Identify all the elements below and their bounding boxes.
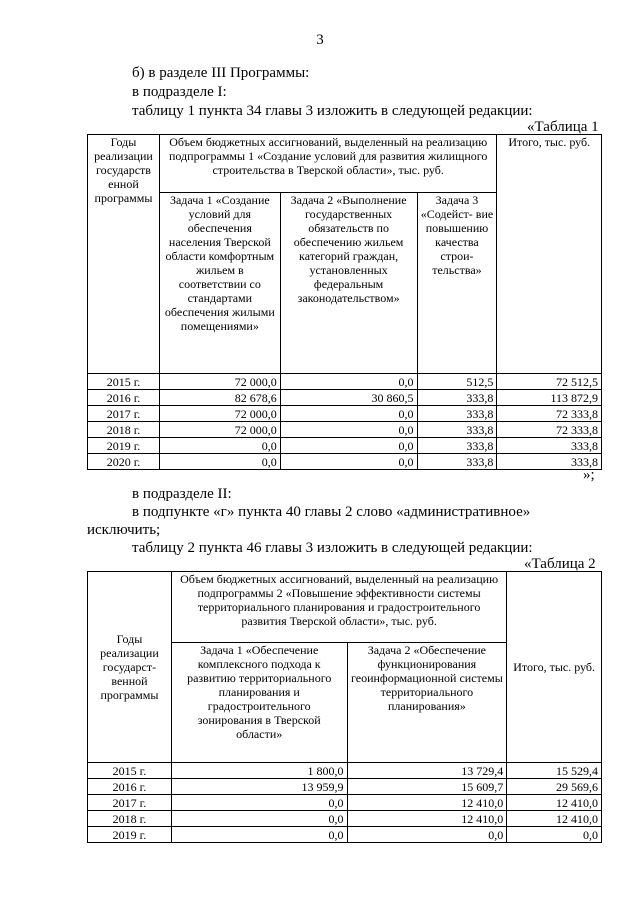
middle-line-1: в подразделе II: xyxy=(132,486,232,502)
year-cell: 2016 г. xyxy=(88,390,160,406)
task3-value-cell: 333,8 xyxy=(417,454,497,470)
task2-value-cell: 13 729,4 xyxy=(347,763,507,779)
task2-value-cell: 0,0 xyxy=(347,827,507,843)
task1-value-cell: 13 959,9 xyxy=(171,779,347,795)
table-row xyxy=(88,811,602,827)
task1-value-cell: 72 000,0 xyxy=(159,374,280,390)
total-value-cell: 12 410,0 xyxy=(507,811,602,827)
task3-value-cell: 333,8 xyxy=(417,406,497,422)
task2-value-cell: 15 609,7 xyxy=(347,779,507,795)
table-row xyxy=(88,454,602,470)
middle-line-4: таблицу 2 пункта 46 главы 3 изложить в следующей редакции: xyxy=(132,540,533,556)
task2-value-cell: 0,0 xyxy=(280,454,417,470)
table1-header-total: Итого, тыс. руб. xyxy=(497,135,602,374)
table2-header-total: Итого, тыс. руб. xyxy=(507,572,602,763)
task1-value-cell: 72 000,0 xyxy=(159,406,280,422)
task2-value-cell: 12 410,0 xyxy=(347,795,507,811)
task3-value-cell: 333,8 xyxy=(417,438,497,454)
year-cell: 2018 г. xyxy=(88,811,172,827)
total-value-cell: 0,0 xyxy=(507,827,602,843)
task3-value-cell: 333,8 xyxy=(417,422,497,438)
task1-value-cell: 0,0 xyxy=(171,827,347,843)
task2-value-cell: 0,0 xyxy=(280,422,417,438)
task3-value-cell: 512,5 xyxy=(417,374,497,390)
intro-line-1: б) в разделе III Программы: xyxy=(132,65,310,81)
table-row xyxy=(88,438,602,454)
table-row xyxy=(88,390,602,406)
intro-line-2: в подразделе I: xyxy=(132,84,227,100)
table2-header-years: Годы реализации государст- венной программы xyxy=(88,572,172,763)
total-value-cell: 72 333,8 xyxy=(497,406,602,422)
year-cell: 2017 г. xyxy=(88,406,160,422)
table1-header-task3: Задача 3 «Содейст- вие повышению качества строи- тельства» xyxy=(417,192,497,373)
table-row xyxy=(88,763,602,779)
task2-value-cell: 0,0 xyxy=(280,438,417,454)
table1-body xyxy=(88,374,602,470)
year-cell: 2019 г. xyxy=(88,827,172,843)
table-row xyxy=(88,795,602,811)
task2-value-cell: 0,0 xyxy=(280,374,417,390)
total-value-cell: 72 333,8 xyxy=(497,422,602,438)
total-value-cell: 333,8 xyxy=(497,454,602,470)
year-cell: 2016 г. xyxy=(88,779,172,795)
task1-value-cell: 82 678,6 xyxy=(159,390,280,406)
table-row xyxy=(88,827,602,843)
task1-value-cell: 0,0 xyxy=(159,438,280,454)
table-row xyxy=(88,779,602,795)
table-row xyxy=(88,406,602,422)
middle-line-2: в подпункте «г» пункта 40 главы 2 слово «административное» xyxy=(132,504,531,520)
task1-value-cell: 1 800,0 xyxy=(171,763,347,779)
table2-header-task1: Задача 1 «Обеспечение комплексного подхода к развитию территориального планирования и градостроительного зонирования в Тверской области» xyxy=(171,643,347,763)
table2-label: «Таблица 2 xyxy=(524,556,596,572)
total-value-cell: 333,8 xyxy=(497,438,602,454)
table2-header-volume: Объем бюджетных ассигнований, выделенный на реализацию подпрограммы 2 «Повышение эффективности системы территориального планирования и градостроительного развития Тверской области», тыс. руб. xyxy=(171,572,506,643)
year-cell: 2020 г. xyxy=(88,454,160,470)
year-cell: 2017 г. xyxy=(88,795,172,811)
table1-header-years: Годы реализации государств енной программы xyxy=(88,135,160,374)
year-cell: 2019 г. xyxy=(88,438,160,454)
page-number: 3 xyxy=(316,32,324,48)
table-row xyxy=(88,374,602,390)
task2-value-cell: 30 860,5 xyxy=(280,390,417,406)
table1-end-mark: »; xyxy=(583,467,595,483)
table-2 xyxy=(87,571,602,843)
table1-header-task2: Задача 2 «Выполнение государственных обязательств по обеспечению жильем категорий граждан, установленных федеральным законодательством» xyxy=(280,192,417,373)
total-value-cell: 113 872,9 xyxy=(497,390,602,406)
task2-value-cell: 0,0 xyxy=(280,406,417,422)
table-1 xyxy=(87,134,602,470)
table2-header-task2: Задача 2 «Обеспечение функционирования геоинформационной системы территориального планирования» xyxy=(347,643,507,763)
task1-value-cell: 0,0 xyxy=(171,795,347,811)
intro-line-3: таблицу 1 пункта 34 главы 3 изложить в следующей редакции: xyxy=(132,103,533,119)
total-value-cell: 15 529,4 xyxy=(507,763,602,779)
year-cell: 2018 г. xyxy=(88,422,160,438)
table-row xyxy=(88,422,602,438)
table1-label: «Таблица 1 xyxy=(527,119,599,135)
task3-value-cell: 333,8 xyxy=(417,390,497,406)
year-cell: 2015 г. xyxy=(88,763,172,779)
task1-value-cell: 72 000,0 xyxy=(159,422,280,438)
task2-value-cell: 12 410,0 xyxy=(347,811,507,827)
total-value-cell: 12 410,0 xyxy=(507,795,602,811)
task1-value-cell: 0,0 xyxy=(159,454,280,470)
table2-body xyxy=(88,763,602,843)
task1-value-cell: 0,0 xyxy=(171,811,347,827)
middle-line-3: исключить; xyxy=(87,522,161,538)
table1-header-volume: Объем бюджетных ассигнований, выделенный на реализацию подпрограммы 1 «Создание условий для развития жилищного строительства в Тверской области», тыс. руб. xyxy=(159,135,496,193)
total-value-cell: 29 569,6 xyxy=(507,779,602,795)
table1-header-task1: Задача 1 «Создание условий для обеспечения населения Тверской области комфортным жильем в соответствии со стандартами обеспечения жилыми помещениями» xyxy=(159,192,280,373)
year-cell: 2015 г. xyxy=(88,374,160,390)
total-value-cell: 72 512,5 xyxy=(497,374,602,390)
